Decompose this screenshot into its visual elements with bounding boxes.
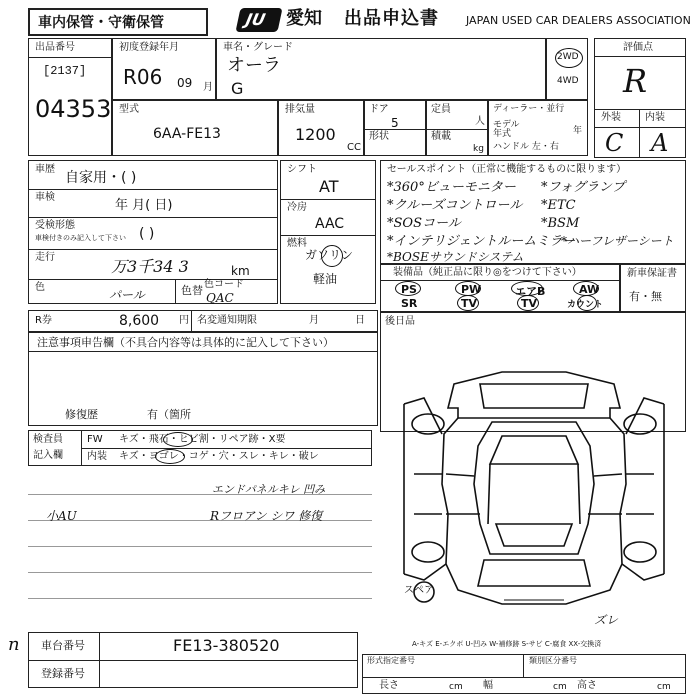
color-code-value: QAC [206, 291, 234, 305]
equipment-airbag: エアB [515, 285, 546, 298]
back-items-label: 後日品 [385, 316, 415, 327]
pw-circle-mark [455, 281, 481, 296]
mileage-label: 走行 [35, 252, 55, 263]
mileage-value: 万3千34 3 [111, 257, 189, 276]
vehicle-name-box [216, 38, 546, 100]
selling-point-item: *インテリジェントルームミラー [387, 234, 576, 249]
equipment-tv: TV [521, 297, 538, 310]
shift-label: シフト [287, 164, 317, 175]
tax-amount: 8,600 [119, 313, 160, 329]
check-mark: n [8, 634, 20, 655]
spare-label: スペア [404, 585, 434, 596]
selling-point-item: *フォグランプ [541, 180, 625, 195]
handle-label: ハンドル 左・右 [493, 142, 559, 152]
aw-circle-mark [573, 281, 599, 296]
association-name: JAPAN USED CAR DEALERS ASSOCIATION [466, 14, 691, 27]
fuel-label: 燃料 [287, 238, 307, 249]
model-box [112, 100, 278, 156]
selling-point-item: *BSM [541, 216, 580, 231]
equipment-label: 装備品（純正品に限り◎をつけて下さい） [393, 267, 582, 278]
drive-2wd: 2WD [557, 52, 579, 62]
capacity-label: 定員 [431, 104, 451, 115]
chassis-label: 車台番号 [41, 639, 85, 652]
color-code-label: 色コード [204, 279, 244, 290]
dealer-box [488, 100, 588, 156]
shape-label: 形状 [369, 131, 389, 142]
lot-sub-number: [2137] [43, 64, 87, 78]
color-value: パール [109, 288, 145, 302]
length-label: 長さ [379, 680, 399, 691]
inspector-label-2: 記入欄 [33, 450, 63, 461]
dirt-circle-mark [155, 449, 185, 464]
exterior-score: C [605, 129, 624, 157]
selling-point-item: *BOSEサウンドシステム [387, 250, 524, 264]
dimensions-box [362, 654, 686, 694]
drive-box [546, 38, 588, 100]
history-label: 車歴 [35, 164, 55, 175]
tax-unit: 円 [179, 315, 189, 326]
length-unit: cm [449, 682, 463, 692]
selling-point-item: *ハーフレザーシート [561, 234, 674, 248]
hand-note-3: Rフロアン シワ 修復 [210, 509, 323, 523]
doors-box [364, 100, 426, 156]
tv-circle-mark [517, 295, 539, 311]
shift-value: AT [319, 177, 339, 196]
transfer-note: 車検付きのみ記入して下さい [35, 234, 126, 242]
equipment-pw: PW [461, 283, 482, 296]
equipment-count: カウント [567, 300, 604, 310]
drive-4wd: 4WD [557, 76, 579, 86]
load-unit: kg [473, 144, 484, 154]
inspector-label: 検査員 [33, 434, 63, 445]
transfer-label: 受検形態 [35, 220, 75, 231]
model-label: 型式 [119, 104, 139, 115]
damage-legend: A-キズ E-エクボ U-凹み W-補修跡 S-サビ C-腐食 XX-交換済 [412, 640, 602, 648]
warranty-label: 新車保証書 [627, 268, 677, 279]
document-title: 出品申込書 [344, 8, 439, 29]
repair-label: 修復歴 [65, 408, 98, 421]
equipment-aw: AW [579, 283, 600, 296]
mileage-unit: km [231, 264, 250, 278]
category-label: 類別区分番号 [529, 656, 577, 665]
displacement-value: 1200 [295, 125, 336, 144]
displacement-label: 排気量 [285, 104, 315, 115]
tax-label: R券 [35, 315, 52, 326]
registration-box [112, 38, 216, 100]
ju-logo [235, 8, 282, 32]
region-name: 愛知 [286, 8, 322, 29]
equipment-box [380, 264, 620, 312]
history-value: 自家用・( ) [65, 170, 137, 186]
notes-box [28, 332, 378, 426]
vehicle-name: オーラ [227, 55, 281, 76]
repair-value: 有（箇所 [147, 408, 191, 421]
inspection-label: 車検 [35, 192, 55, 203]
chassis-number: FE13-380520 [173, 636, 280, 655]
vehicle-name-label: 車名・グレード [223, 42, 293, 53]
name-change-day: 日 [355, 315, 365, 326]
ac-label: 冷房 [287, 202, 307, 213]
height-unit: cm [657, 682, 671, 692]
capacity-box [426, 100, 488, 156]
capacity-unit: 人 [475, 116, 485, 127]
equipment-ps: PS [401, 283, 417, 296]
doors-label: ドア [369, 104, 389, 115]
interior-inspect-label: 内装 [87, 451, 107, 462]
chip-circle-mark [163, 432, 193, 447]
storage-title: 車内保管・守衛保管 [38, 15, 164, 31]
lot-label: 出品番号 [35, 42, 75, 53]
hand-note-1: エンドパネルキレ 凹み [212, 483, 326, 496]
selling-point-item: *SOSコール [387, 216, 461, 231]
chassis-box [28, 632, 358, 688]
doors-value: 5 [391, 116, 399, 130]
interior-items: キズ・ヨゴレ・コゲ・穴・スレ・キレ・破レ [119, 451, 319, 462]
displacement-unit: CC [347, 142, 361, 153]
transfer-value: ( ) [139, 226, 155, 242]
equipment-sr: SR [401, 297, 418, 310]
fuel-alt: 軽油 [313, 272, 338, 286]
registration-month: 09 [177, 76, 193, 90]
selling-point-item: *360°ビューモニター [387, 180, 516, 195]
airbag-circle-mark [511, 281, 543, 296]
inspector-box [28, 430, 372, 466]
width-unit: cm [553, 682, 567, 692]
exterior-label: 外装 [601, 112, 621, 123]
inspection-value: 年 月( 日) [115, 198, 173, 213]
fw-label: FW [87, 434, 103, 445]
tax-box [28, 310, 378, 332]
registration-year: R06 [123, 65, 163, 89]
displacement-box [278, 100, 364, 156]
lot-number-box [28, 38, 112, 156]
color-change-label: 色替 [181, 284, 203, 297]
fw-items: キズ・飛石・ヒビ割・リペア跡・X要 [119, 434, 286, 445]
interior-score: A [651, 129, 669, 157]
ac-value: AAC [315, 216, 345, 232]
month-unit: 月 [203, 82, 213, 93]
model-value: 6AA-FE13 [153, 126, 221, 142]
equipment-tv: TV [461, 297, 478, 310]
count-circle-mark [577, 295, 597, 311]
model-year-label: モデル年式 [493, 120, 520, 139]
hand-note-2: 小AU [46, 509, 77, 523]
fuel-value: ガソリン [305, 248, 354, 262]
vehicle-grade: G [231, 79, 244, 98]
score-label: 評価点 [623, 42, 653, 53]
registration-number-label: 登録番号 [41, 667, 85, 680]
warranty-box [620, 264, 686, 312]
selling-points-box [380, 160, 686, 264]
width-label: 幅 [483, 680, 493, 691]
selling-points-label: セールスポイント（正常に機能するものに限ります） [387, 164, 627, 175]
lot-number: 04353 [35, 95, 112, 123]
selling-point-item: *クルーズコントロール [387, 198, 523, 213]
selling-point-item: *ETC [541, 198, 576, 213]
score-box [594, 38, 686, 158]
notes-label: 注意事項申告欄（不具合内容等は具体的に記入して下さい） [37, 336, 334, 349]
warranty-value: 有・無 [629, 290, 662, 303]
height-label: 高さ [577, 680, 597, 691]
name-change-label: 名変通知期限 [197, 315, 257, 326]
shift-box [280, 160, 376, 304]
color-label: 色 [35, 282, 45, 293]
hand-mark: ズレ [594, 613, 619, 627]
dealer-label: ディーラー・並行 [493, 104, 565, 114]
name-change-month: 月 [309, 315, 319, 326]
interior-label: 内装 [645, 112, 665, 123]
year-unit: 年 [573, 126, 583, 136]
tv-circle-mark [457, 295, 479, 311]
score-value: R [623, 62, 648, 100]
registration-label: 初度登録年月 [119, 42, 179, 53]
type-designation-label: 形式指定番号 [367, 656, 415, 665]
load-label: 積載 [431, 131, 451, 142]
storage-title-box [28, 8, 208, 36]
ps-circle-mark [395, 281, 421, 296]
ju-logo-text: JU [244, 10, 268, 29]
